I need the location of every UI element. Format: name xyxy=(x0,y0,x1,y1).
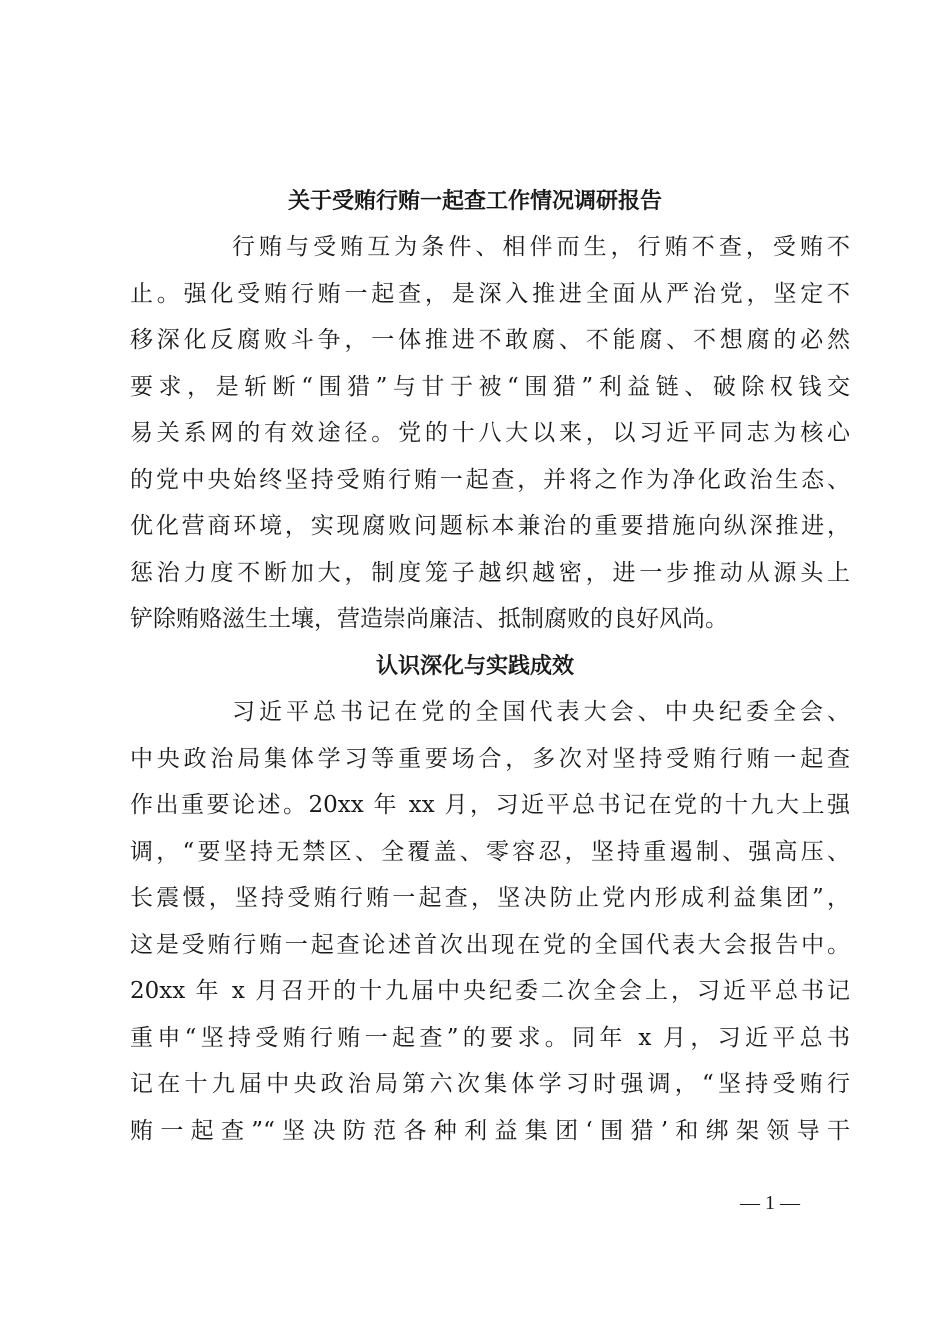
page-number: — 1 — xyxy=(740,1192,800,1214)
text-line: 移深化反腐败斗争，一体推进不敢腐、不能腐、不想腐的必然 xyxy=(130,327,850,353)
text-line: 20xx 年 x 月召开的十九届中央纪委二次全会上，习近平总书记 xyxy=(130,978,850,1004)
text-line: 记在十九届中央政治局第六次集体学习时强调，“坚持受贿行 xyxy=(130,1071,850,1097)
text-line: 优化营商环境，实现腐败问题标本兼治的重要措施向纵深推进， xyxy=(130,513,850,539)
text-line: 贿一起查”“坚决防范各种利益集团‘围猎’和绑架领导干 xyxy=(130,1118,850,1144)
text-line: 惩治力度不断加大，制度笼子越织越密，进一步推动从源头上 xyxy=(130,560,850,586)
text-line: 习近平总书记在党的全国代表大会、中央纪委全会、 xyxy=(232,699,850,725)
text-line: 作出重要论述。20xx 年 xx 月，习近平总书记在党的十九大上强 xyxy=(130,792,850,818)
text-line: 中央政治局集体学习等重要场合，多次对坚持受贿行贿一起查 xyxy=(130,746,850,772)
text-line: 这是受贿行贿一起查论述首次出现在党的全国代表大会报告中。 xyxy=(130,932,850,958)
section-heading: 认识深化与实践成效 xyxy=(375,653,574,679)
text-line: 铲除贿赂滋生土壤，营造崇尚廉洁、抵制腐败的良好风尚。 xyxy=(130,606,728,632)
text-line: 重申“坚持受贿行贿一起查”的要求。同年 x 月，习近平总书 xyxy=(130,1025,850,1051)
document-title: 关于受贿行贿一起查工作情况调研报告 xyxy=(287,188,662,214)
text-line: 调，“要坚持无禁区、全覆盖、零容忍，坚持重遏制、强高压、 xyxy=(130,839,850,865)
text-line: 的党中央始终坚持受贿行贿一起查，并将之作为净化政治生态、 xyxy=(130,467,850,493)
text-line: 要求，是斩断“围猎”与甘于被“围猎”利益链、破除权钱交 xyxy=(130,374,850,400)
text-line: 行贿与受贿互为条件、相伴而生，行贿不查，受贿不 xyxy=(232,234,850,260)
text-line: 止。强化受贿行贿一起查，是深入推进全面从严治党，坚定不 xyxy=(130,281,850,307)
text-line: 易关系网的有效途径。党的十八大以来，以习近平同志为核心 xyxy=(130,420,850,446)
text-line: 长震慑，坚持受贿行贿一起查，坚决防止党内形成利益集团”， xyxy=(130,885,850,911)
